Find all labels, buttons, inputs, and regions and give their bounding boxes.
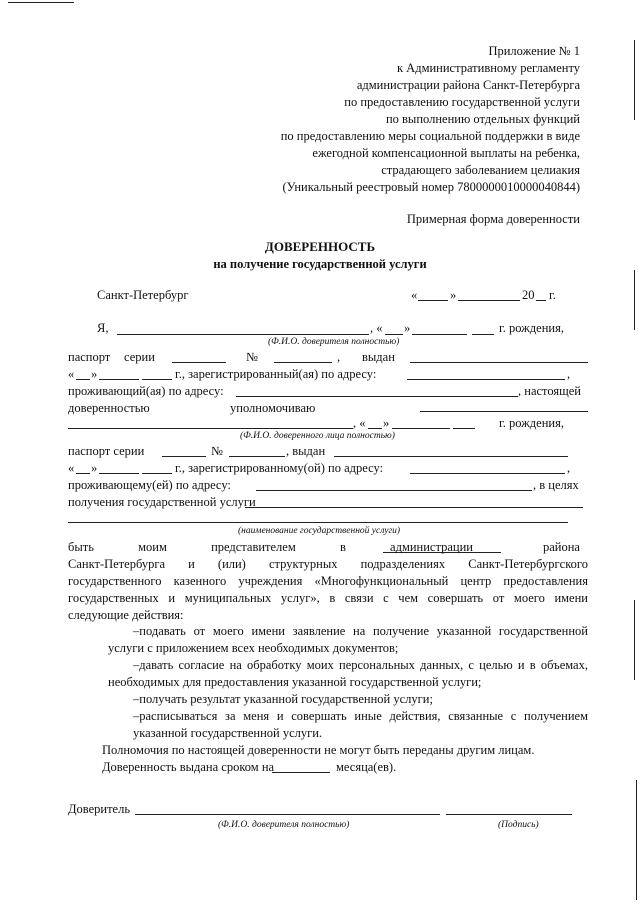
principal-fio-signature-field[interactable]	[135, 814, 440, 815]
document-title: ДОВЕРЕННОСТЬ	[264, 239, 376, 254]
scan-edge-mark	[634, 40, 635, 120]
list-item: услуги с приложением всех необходимых документов;	[108, 641, 399, 655]
list-item: –расписываться за меня и совершать иные действия, связанные с получением	[133, 709, 588, 723]
list-item: –давать согласие на обработку моих персональных данных, с целью и в объемах,	[133, 658, 588, 672]
list-item: указанной государственной услуги.	[133, 726, 323, 740]
signature-field[interactable]	[446, 814, 572, 815]
header-line: страдающего заболеванием целиакия	[381, 163, 580, 177]
header-line: Приложение № 1	[488, 44, 580, 58]
hint-service: (наименование государственной услуги)	[238, 526, 401, 536]
scan-top-mark	[8, 2, 74, 3]
scan-edge-mark	[634, 600, 635, 680]
administration-field[interactable]	[383, 552, 501, 553]
header-line: по предоставлению меры социальной поддержки в виде	[280, 129, 580, 143]
header-line: (Уникальный реестровый номер 7800000010000040844)	[282, 180, 580, 194]
header-line: администрации района Санкт-Петербурга	[356, 78, 580, 92]
hint-principal: (Ф.И.О. доверителя полностью)	[268, 337, 400, 347]
header-line: к Административному регламенту	[396, 61, 580, 75]
delegation-note: Полномочия по настоящей доверенности не могут быть переданы другим лицам.	[102, 743, 535, 757]
service-name-field[interactable]	[68, 522, 568, 523]
hint-agent: (Ф.И.О. доверенного лица полностью)	[240, 431, 395, 441]
list-item: –подавать от моего имени заявление на получение указанной государственной	[133, 624, 588, 638]
document-subtitle: на получение государственной услуги	[213, 257, 427, 271]
scan-edge-mark	[634, 270, 635, 330]
form-note: Примерная форма доверенности	[406, 212, 580, 226]
header-line: по выполнению отдельных функций	[385, 112, 580, 126]
list-item: необходимых для предоставления указанной государственной услуги;	[108, 675, 482, 689]
header-line: по предоставлению государственной услуги	[344, 95, 580, 109]
term-field[interactable]	[272, 772, 330, 773]
header-line: ежегодной компенсационной выплаты на ребенка,	[312, 146, 580, 160]
scan-edge-mark	[636, 780, 637, 900]
place: Санкт-Петербург	[97, 288, 189, 302]
list-item: –получать результат указанной государственной услуги;	[133, 692, 433, 706]
